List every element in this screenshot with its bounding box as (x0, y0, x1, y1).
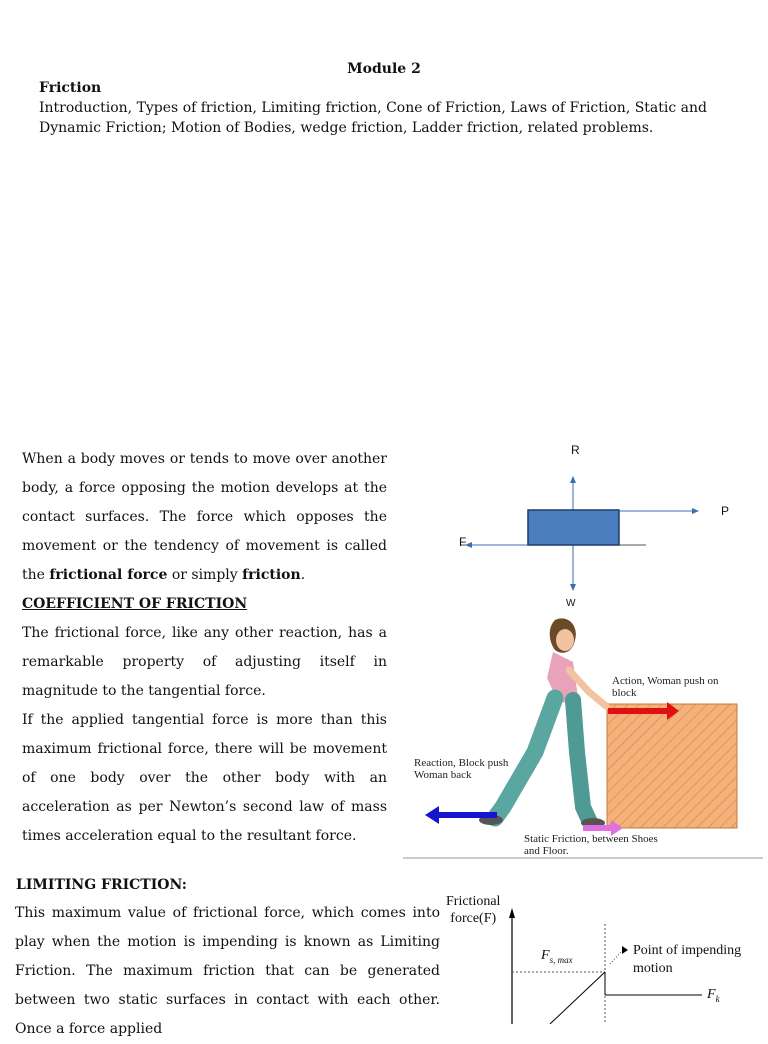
pushed-block (607, 704, 737, 828)
definition-section (22, 445, 387, 851)
label-w: W (566, 598, 576, 609)
impending-label-line1: Point of impending (633, 943, 742, 958)
limiting-friction-paragraph: This maximum value of frictional force, which comes into play when the motion is impending is known as Limiting Friction. The maximum friction that can be generated between two static surfaces in contact with each other. Once a force applied (15, 905, 440, 1037)
normal-arrowhead (570, 476, 576, 483)
graph-y-label-line2: force(F) (450, 911, 497, 926)
definition-text: When a body moves or tends to move over another body, a force opposing the motion develops at the contact surfaces. The force which opposes the movement or the tendency of movement is called the (22, 451, 387, 583)
coefficient-paragraph-2: If the applied tangential force is more than this maximum frictional force, there will be movement of one body over the other body with an acceleration as per Newton’s second law of mass times acceleration equal to the resultant force. (22, 712, 387, 844)
static-friction-line (550, 972, 605, 1024)
topic-heading: Friction (39, 80, 102, 96)
graph-y-label (446, 893, 500, 927)
applied-force-arrowhead (692, 508, 699, 514)
reaction-arrow (437, 812, 497, 818)
fk-label (707, 987, 720, 1004)
fk-symbol: F (707, 987, 716, 1002)
term-frictional-force: frictional force (49, 567, 168, 583)
reaction-arrowhead (425, 806, 439, 824)
reaction-label: Reaction, Block push Woman back (414, 757, 509, 781)
definition-paragraph (22, 445, 387, 590)
action-arrow (608, 708, 668, 714)
graph-y-arrowhead (509, 908, 515, 918)
definition-text-end: . (300, 567, 306, 583)
limiting-friction-heading: LIMITING FRICTION: (16, 877, 187, 893)
coefficient-paragraph-1: The frictional force, like any other reaction, has a remarkable property of adjusting itself in magnitude to the tangential force. (22, 625, 387, 699)
label-f: F (459, 535, 467, 549)
static-friction-arrow (583, 825, 613, 831)
limiting-friction-section (15, 899, 440, 1044)
module-title: Module 2 (347, 61, 421, 77)
woman-figure (479, 618, 606, 828)
fk-subscript: k (715, 993, 720, 1004)
fsmax-label (541, 948, 573, 965)
term-friction: friction (242, 567, 301, 583)
fsmax-subscript: s, max (549, 954, 573, 965)
definition-text-mid: or simply (167, 567, 243, 583)
impending-leader (610, 952, 621, 964)
impending-label-line2: motion (633, 961, 673, 976)
coefficient-heading: COEFFICIENT OF FRICTION (22, 596, 248, 612)
label-p: P (721, 504, 730, 518)
static-friction-label: Static Friction, between Shoes and Floor. (524, 833, 658, 857)
woman-pushing-illustration (403, 612, 765, 860)
impending-label (633, 942, 741, 978)
syllabus-text: Introduction, Types of friction, Limiting friction, Cone of Friction, Laws of Friction, Static and Dynamic Friction; Motion of Bodies, wedge friction, Ladder friction, related problems. (39, 100, 708, 136)
impending-pointer (622, 946, 628, 954)
force-diagram (440, 438, 760, 618)
graph-y-label-line1: Frictional (446, 894, 501, 909)
weight-arrowhead (570, 584, 576, 591)
fsmax-symbol: F (541, 948, 550, 963)
action-label: Action, Woman push on block (612, 675, 719, 699)
block (528, 510, 619, 545)
label-r: R (571, 443, 580, 457)
